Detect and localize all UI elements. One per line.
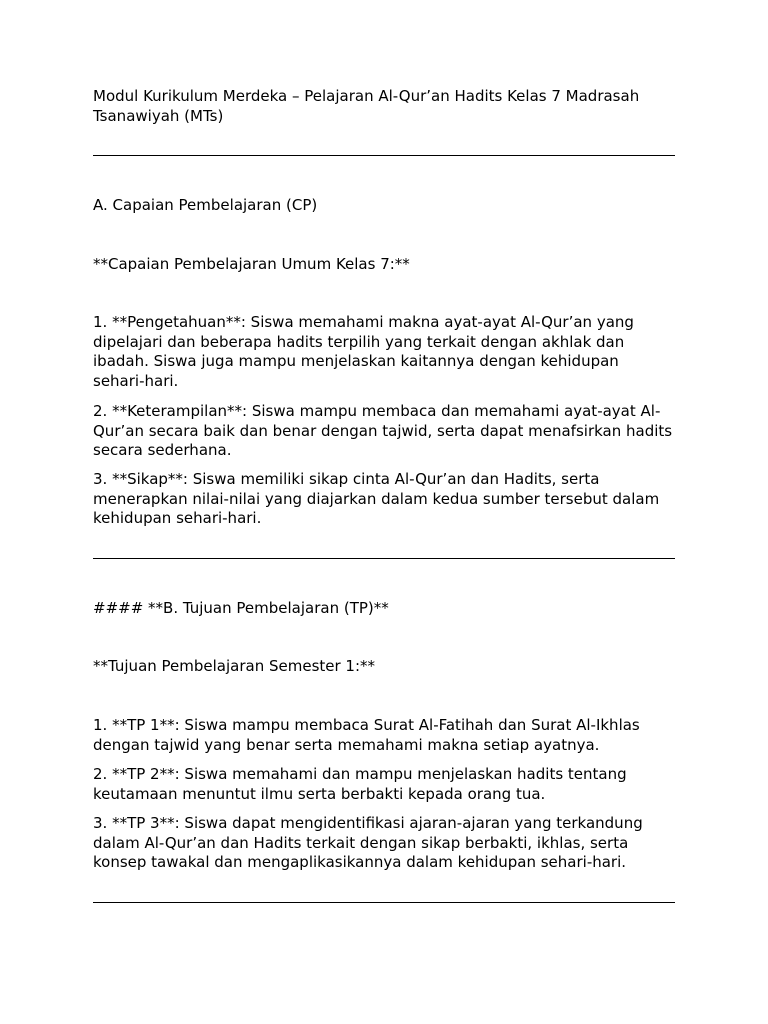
tp-item-1: 1. **TP 1**: Siswa mampu membaca Surat Al-Fatihah dan Surat Al-Ikhlas dengan tajwid yang benar serta memahami makna setiap ayatnya. xyxy=(93,716,640,754)
section-b-heading: #### **B. Tujuan Pembelajaran (TP)** xyxy=(93,599,389,617)
horizontal-rule xyxy=(93,902,675,903)
section-b-subheading: **Tujuan Pembelajaran Semester 1:** xyxy=(93,657,376,675)
tp-item-3: 3. **TP 3**: Siswa dapat mengidentifikasi ajaran-ajaran yang terkandung dalam Al-Qur’an dan Hadits terkait dengan sikap berbakti, ikhlas, serta konsep tawakal dan mengaplikasikannya dalam kehidupan sehari-hari. xyxy=(93,814,643,871)
cp-item-sikap: 3. **Sikap**: Siswa memiliki sikap cinta Al-Qur’an dan Hadits, serta menerapkan nilai-nilai yang diajarkan dalam kedua sumber tersebut dalam kehidupan sehari-hari. xyxy=(93,470,660,527)
cp-item-keterampilan: 2. **Keterampilan**: Siswa mampu membaca dan memahami ayat-ayat Al-Qur’an secara baik dan benar dengan tajwid, serta dapat menafsirkan hadits secara sederhana. xyxy=(93,402,673,459)
section-a-subheading: **Capaian Pembelajaran Umum Kelas 7:** xyxy=(93,255,410,273)
cp-item-pengetahuan: 1. **Pengetahuan**: Siswa memahami makna ayat-ayat Al-Qur’an yang dipelajari dan beberapa hadits terpilih yang terkait dengan akhlak dan ibadah. Siswa juga mampu menjelaskan kaitannya dengan kehidupan sehari-hari. xyxy=(93,313,634,390)
tp-item-2: 2. **TP 2**: Siswa memahami dan mampu menjelaskan hadits tentang keutamaan menuntut ilmu serta berbakti kepada orang tua. xyxy=(93,765,627,803)
horizontal-rule xyxy=(93,558,675,559)
section-a-heading: A. Capaian Pembelajaran (CP) xyxy=(93,196,318,214)
horizontal-rule xyxy=(93,155,675,156)
document-title: Modul Kurikulum Merdeka – Pelajaran Al-Qur’an Hadits Kelas 7 Madrasah Tsanawiyah (MTs) xyxy=(93,87,640,125)
